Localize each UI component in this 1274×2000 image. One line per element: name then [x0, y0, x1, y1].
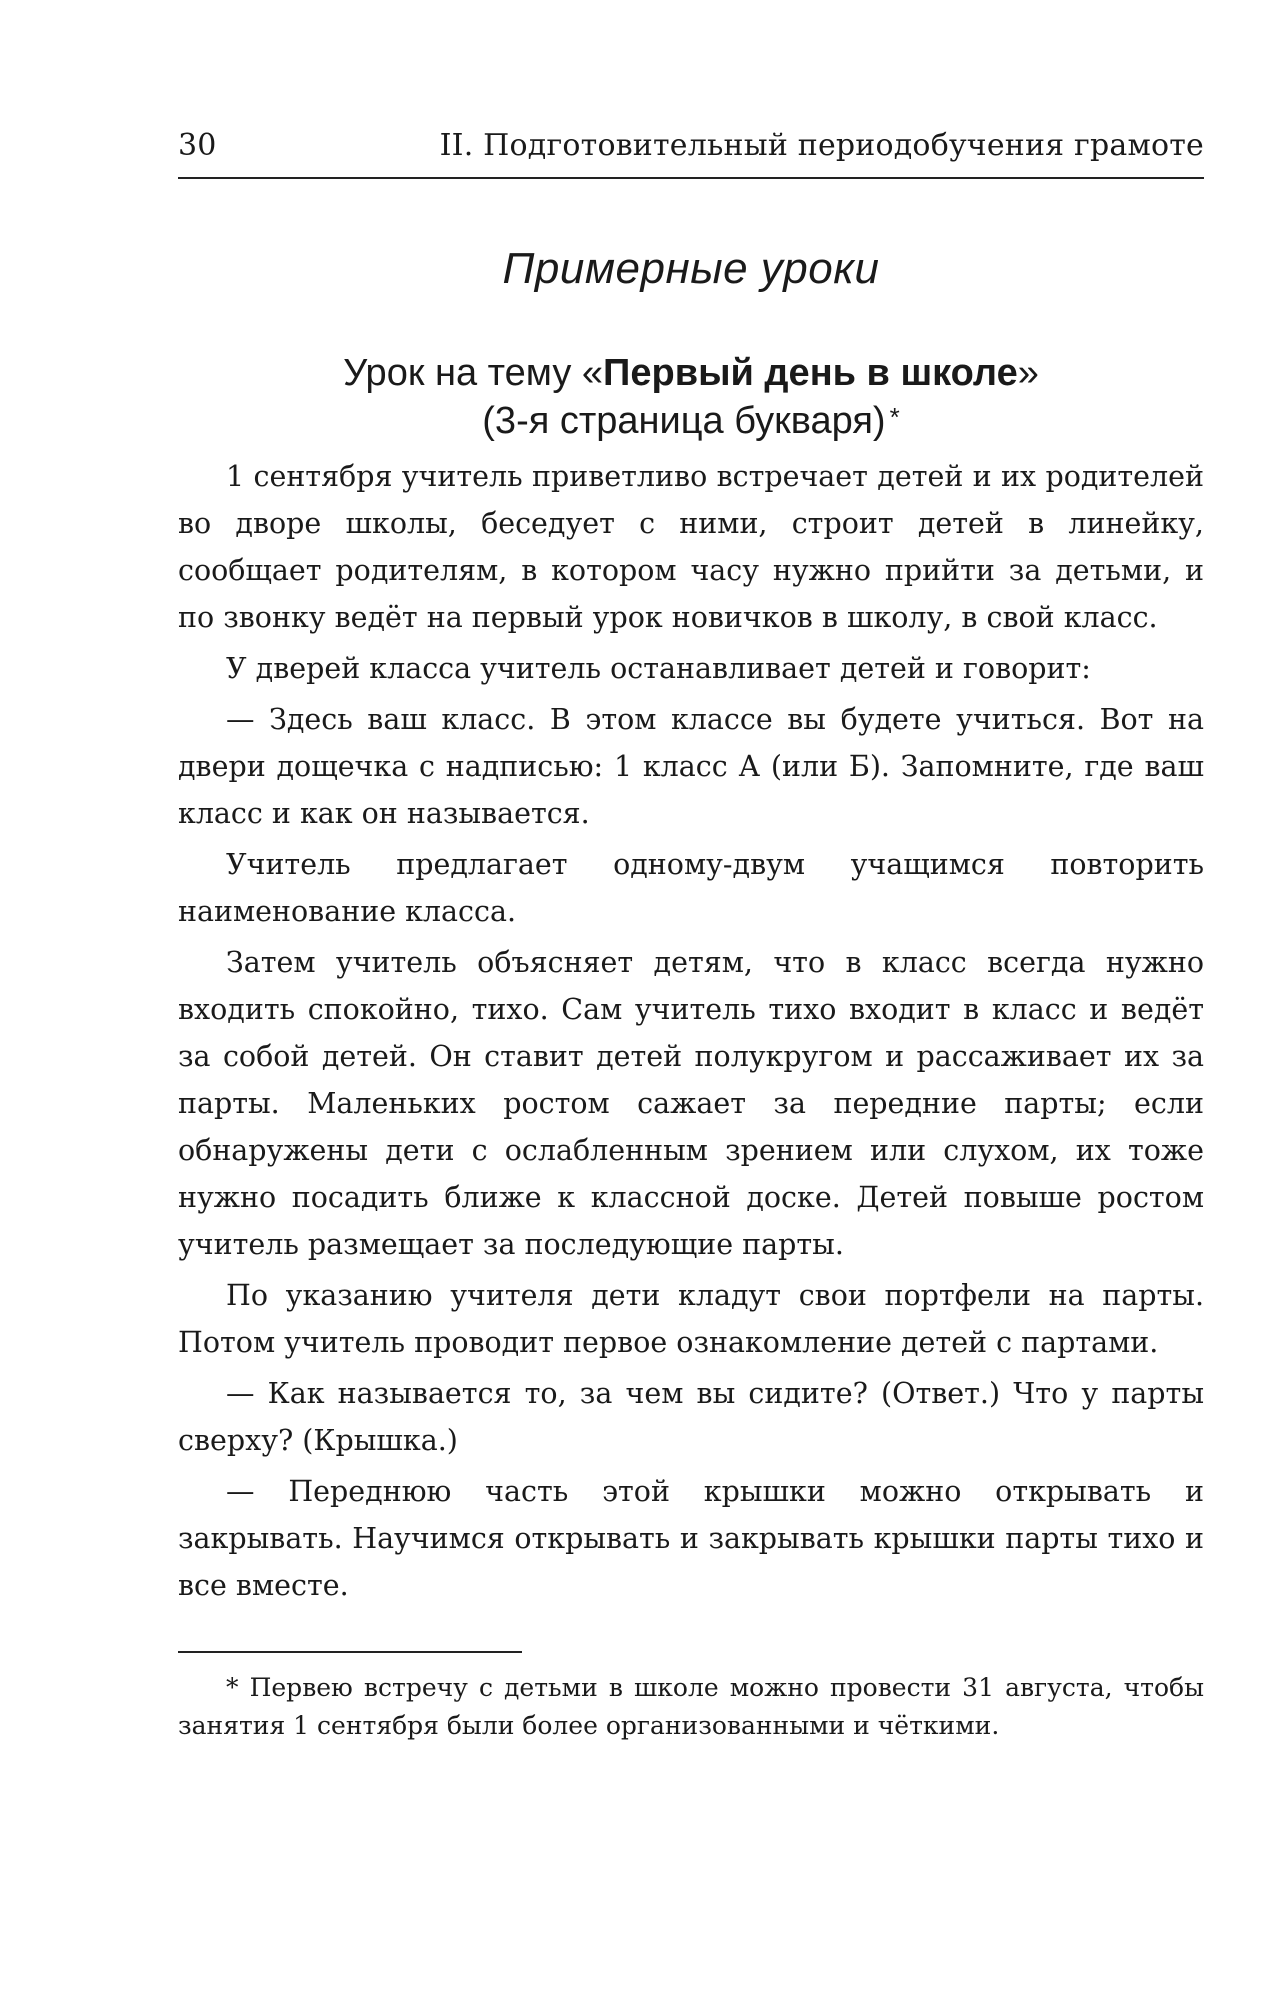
lesson-title-line: [178, 349, 1204, 397]
chapter-title: II. Подготовительный периодобучения грамоте: [439, 128, 1204, 163]
body-text: [178, 453, 1204, 1609]
paragraph: Затем учитель объясняет детям, что в класс всегда нужно входить спокойно, тихо. Сам учитель тихо входит в класс и ведёт за собой детей. Он ставит детей полукругом и рассаживает их за парты. Маленьких ростом сажает за передние парты; если обнаружены дети с ослабленным зрением или слухом, их тоже нужно посадить ближе к классной доске. Детей повыше ростом учитель размещает за последующие парты.: [178, 946, 1204, 1261]
paragraph: 1 сентября учитель приветливо встречает детей и их родителей во дворе школы, беседует с ними, строит детей в линейку, сообщает родителям, в котором часу нужно прийти за детьми, и по звонку ведёт на первый урок новичков в школу, в свой класс.: [178, 460, 1204, 634]
lesson-title-prefix: Урок на тему «: [343, 352, 604, 394]
lesson-title: [178, 349, 1204, 445]
paragraph: — Переднюю часть этой крышки можно открывать и закрывать. Научимся открывать и закрывать крышки парты тихо и все вместе.: [178, 1475, 1204, 1602]
paragraph: По указанию учителя дети кладут свои портфели на парты. Потом учитель проводит первое ознакомление детей с партами.: [178, 1279, 1204, 1359]
lesson-title-suffix: »: [1017, 352, 1039, 394]
lesson-subtitle: (3-я страница букваря): [482, 400, 886, 442]
footnote: * Первею встречу с детьми в школе можно провести 31 августа, чтобы занятия 1 сентября были более организованными и чёткими.: [178, 1673, 1204, 1740]
paragraph: — Здесь ваш класс. В этом классе вы будете учиться. Вот на двери дощечка с надписью: 1 класс А (или Б). Запомните, где ваш класс и как он называется.: [178, 703, 1204, 830]
paragraph: Учитель предлагает одному-двум учащимся повторить наименование класса.: [178, 848, 1204, 928]
section-title: Примерные уроки: [502, 244, 880, 293]
footnote-rule: [178, 1651, 522, 1653]
footnote-mark: *: [889, 402, 900, 432]
page-number: 30: [178, 128, 217, 163]
paragraph: У дверей класса учитель останавливает детей и говорит:: [226, 652, 1091, 685]
lesson-subtitle-line: [178, 397, 1204, 445]
lesson-topic: Первый день в школе: [603, 352, 1018, 394]
book-page: [178, 128, 1204, 1745]
paragraph: — Как называется то, за чем вы сидите? (Ответ.) Что у парты сверху? (Крышка.): [178, 1377, 1204, 1457]
running-header: [178, 128, 1204, 179]
